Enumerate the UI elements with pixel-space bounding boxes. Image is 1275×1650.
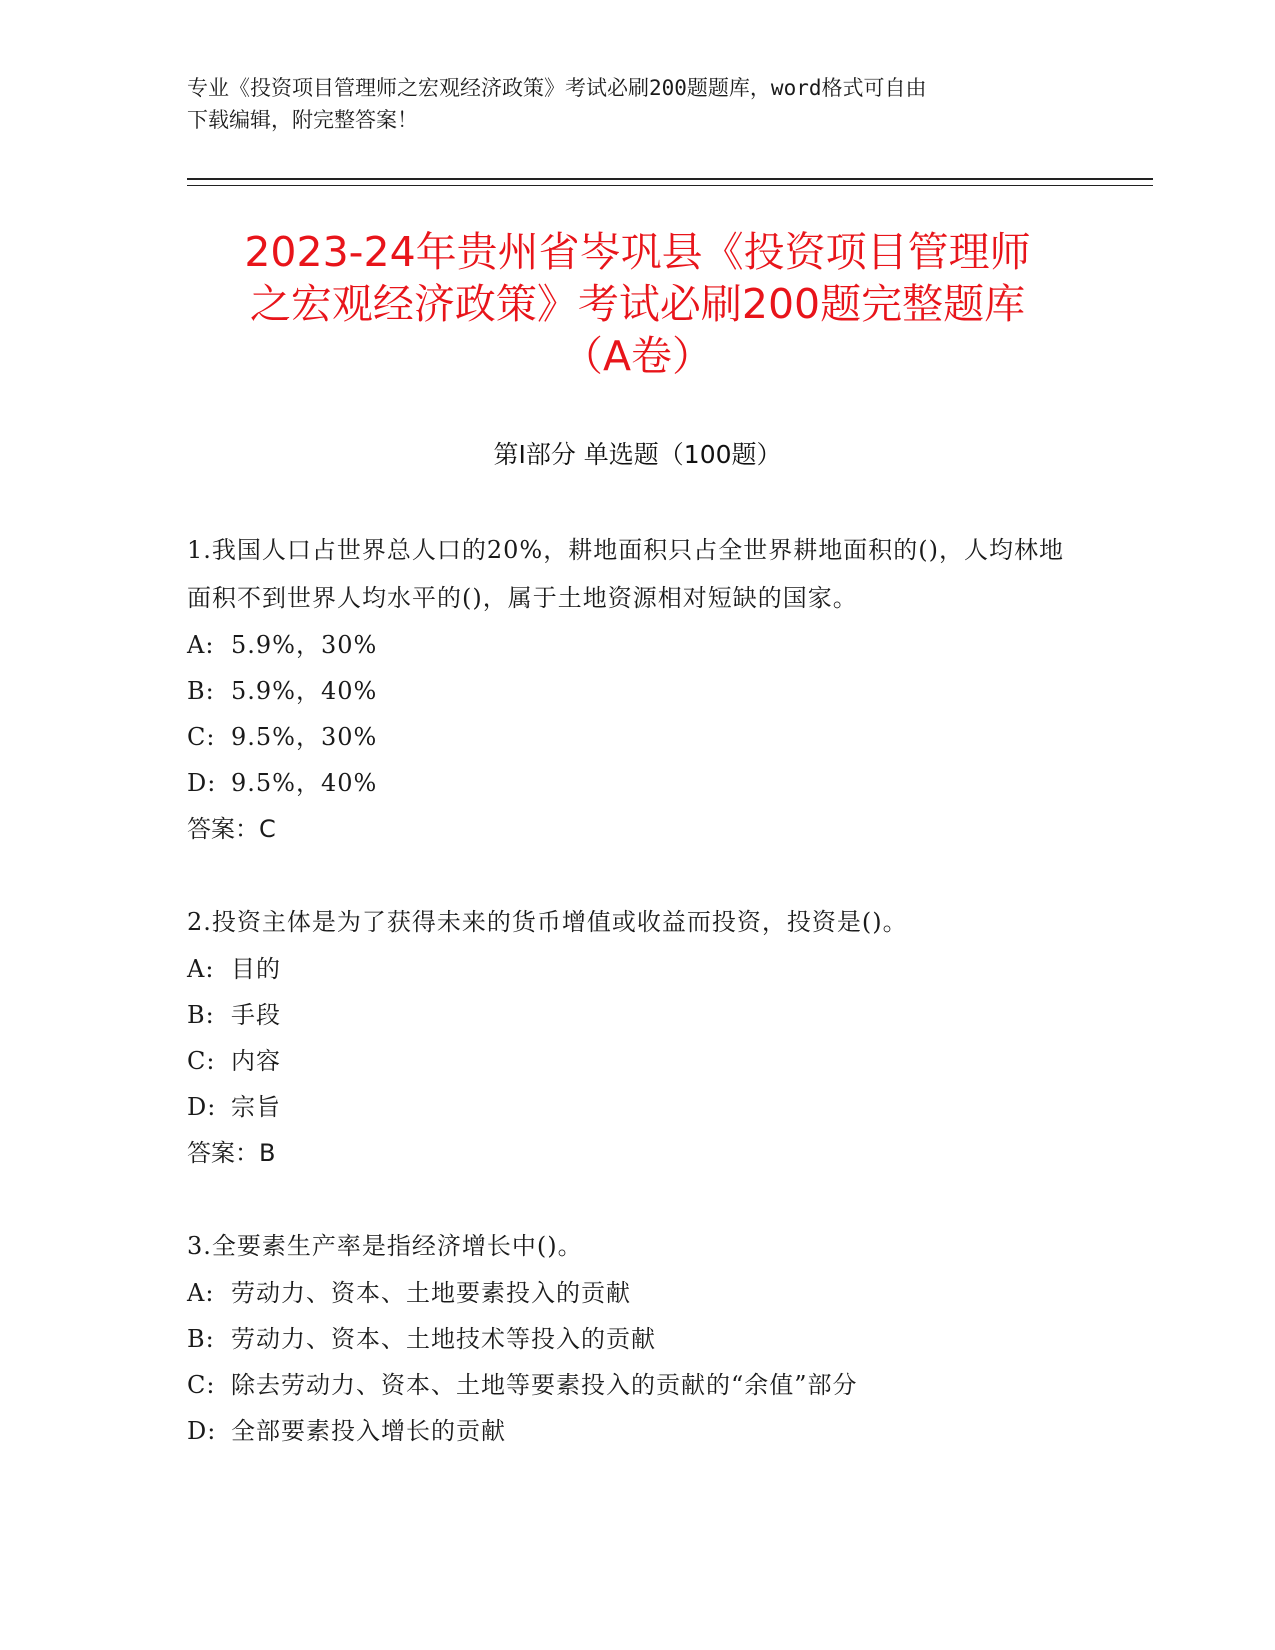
header-note [187,72,1067,136]
option-b [187,992,1087,1038]
option-text: 劳动力、资本、土地要素投入的贡献 [231,1279,631,1307]
answer-line: 答案：B [187,1139,276,1167]
option-text: 全部要素投入增长的贡献 [231,1417,506,1445]
option-key: C: [187,1371,216,1399]
option-text: 9.5%，30% [231,723,378,751]
option-c [187,1362,1087,1408]
question-stem: 1.我国人口占世界总人口的20%，耕地面积只占全世界耕地面积的()，人均林地面积不到世界人均水平的()，属于土地资源相对短缺的国家。 [187,536,1064,612]
option-c [187,714,1087,760]
option-key: C: [187,723,216,751]
option-a [187,1270,1087,1316]
option-text: 内容 [231,1047,281,1075]
question-1 [187,526,1087,852]
option-d [187,1408,1087,1454]
option-text: 劳动力、资本、土地技术等投入的贡献 [231,1325,656,1353]
question-list [187,526,1087,1500]
option-text: 5.9%，30% [231,631,378,659]
option-text: 宗旨 [231,1093,281,1121]
section-title: 第Ⅰ部分 单选题（100题） [493,440,782,469]
document-title-line3: （A卷） [561,332,714,380]
option-d [187,1084,1087,1130]
question-stem: 2.投资主体是为了获得未来的货币增值或收益而投资，投资是()。 [187,908,908,936]
option-a [187,622,1087,668]
header-note-line1: 专业《投资项目管理师之宏观经济政策》考试必刷200题题库，word格式可自由 [187,76,927,100]
option-key: D: [187,1093,217,1121]
option-text: 除去劳动力、资本、土地等要素投入的贡献的“余值”部分 [231,1371,858,1399]
question-stem: 3.全要素生产率是指经济增长中()。 [187,1232,583,1260]
option-a [187,946,1087,992]
option-d [187,760,1087,806]
option-key: A: [187,955,215,983]
option-text: 目的 [231,955,281,983]
document-title-line1: 2023-24年贵州省岑巩县《投资项目管理师 [244,228,1031,276]
header-divider-thick [187,178,1153,180]
document-title-line2: 之宏观经济政策》考试必刷200题完整题库 [249,280,1026,328]
option-key: D: [187,1417,217,1445]
question-2 [187,898,1087,1176]
question-3 [187,1222,1087,1454]
header-divider-thin [187,185,1153,186]
option-key: A: [187,631,215,659]
option-key: B: [187,1325,215,1353]
option-c [187,1038,1087,1084]
option-key: B: [187,677,215,705]
option-b [187,668,1087,714]
header-note-line2: 下载编辑，附完整答案！ [187,108,418,132]
option-text: 5.9%，40% [231,677,378,705]
option-text: 手段 [231,1001,281,1029]
document-title [150,226,1125,382]
answer-line: 答案：C [187,815,276,843]
option-key: A: [187,1279,215,1307]
option-text: 9.5%，40% [231,769,378,797]
option-key: D: [187,769,217,797]
option-b [187,1316,1087,1362]
option-key: B: [187,1001,215,1029]
option-key: C: [187,1047,216,1075]
